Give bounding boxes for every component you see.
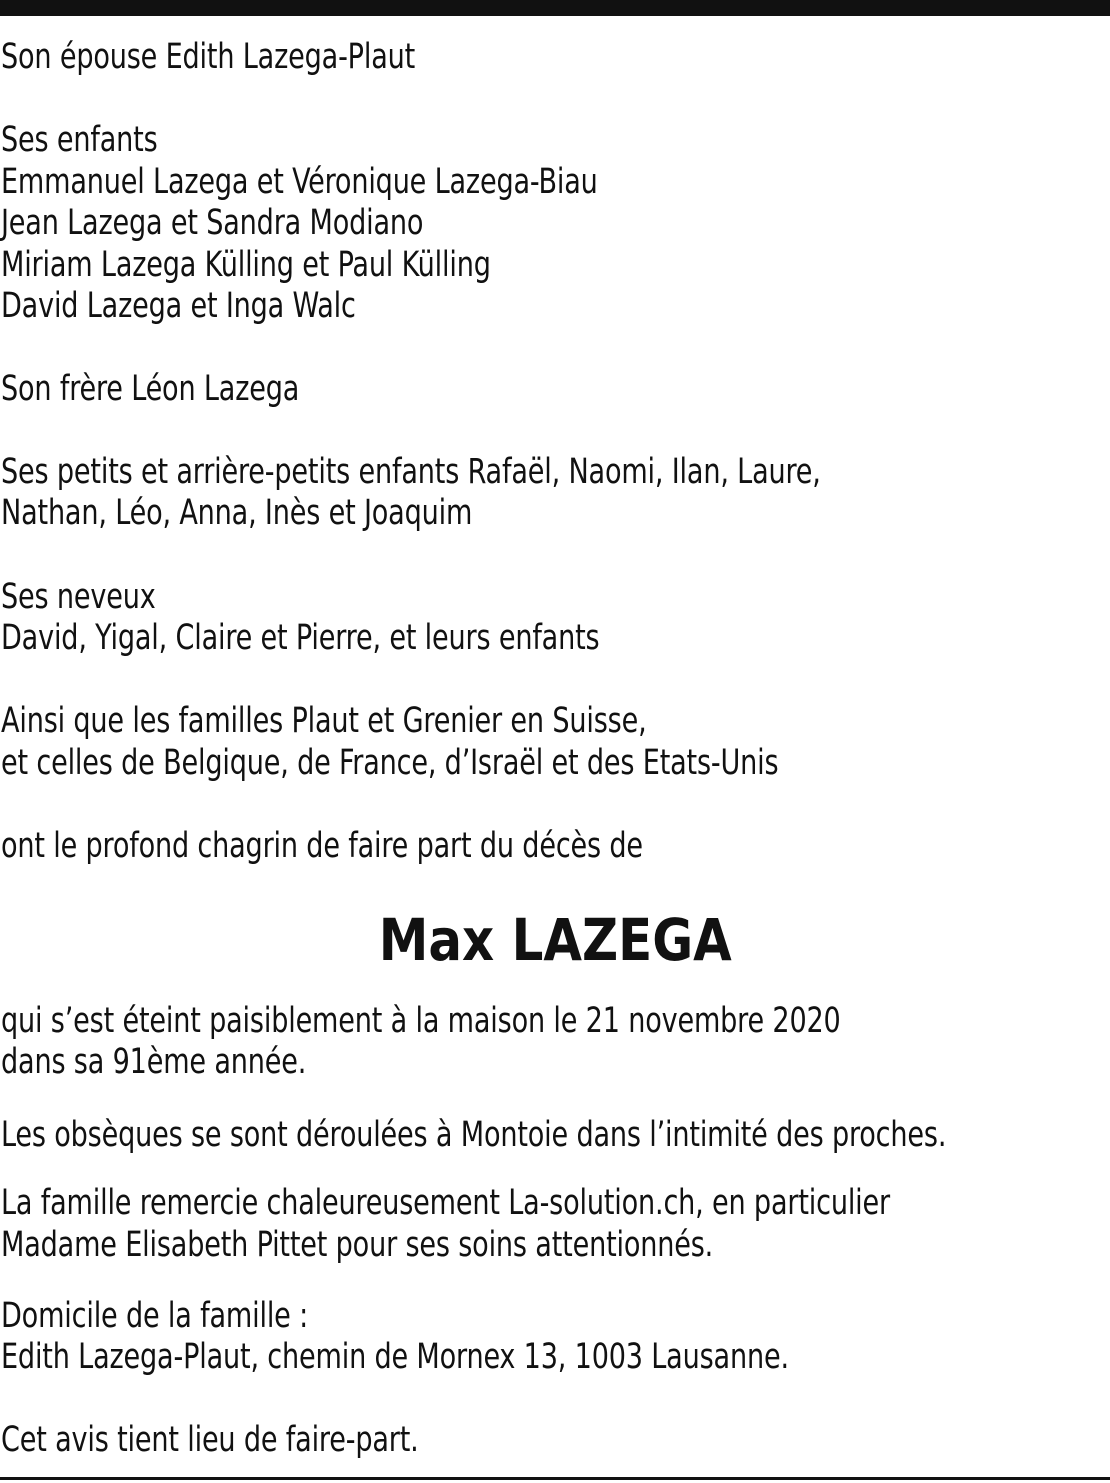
grandchildren-line: Nathan, Léo, Anna, Inès et Joaquim: [1, 493, 473, 533]
deceased-name: [0, 905, 1110, 975]
thanks-line: Madame Elisabeth Pittet pour ses soins attentionnés.: [1, 1225, 714, 1265]
announcement-line: ont le profond chagrin de faire part du décès de: [1, 826, 643, 866]
thanks-line: La famille remercie chaleureusement La-solution.ch, en particulier: [1, 1183, 890, 1223]
children-heading: Ses enfants: [1, 120, 158, 160]
child-line: Emmanuel Lazega et Véronique Lazega-Biau: [1, 162, 598, 202]
domicile-address: Edith Lazega-Plaut, chemin de Mornex 13, 1003 Lausanne.: [1, 1337, 789, 1377]
domicile-heading: Domicile de la famille :: [1, 1296, 309, 1336]
spouse-line: Son épouse Edith Lazega-Plaut: [1, 37, 416, 77]
child-line: David Lazega et Inga Walc: [1, 286, 356, 326]
passing-line: dans sa 91ème année.: [1, 1042, 307, 1082]
closing-line: Cet avis tient lieu de faire-part.: [1, 1420, 419, 1460]
grandchildren-line: Ses petits et arrière-petits enfants Rafaël, Naomi, Ilan, Laure,: [1, 452, 821, 492]
child-line: Miriam Lazega Külling et Paul Külling: [1, 245, 491, 285]
families-line: et celles de Belgique, de France, d’Israël et des Etats-Unis: [1, 743, 779, 783]
passing-line: qui s’est éteint paisiblement à la maison le 21 novembre 2020: [1, 1001, 841, 1041]
nephews-line: David, Yigal, Claire et Pierre, et leurs enfants: [1, 618, 600, 658]
bottom-rule: [0, 1477, 1110, 1480]
child-line: Jean Lazega et Sandra Modiano: [1, 203, 424, 243]
families-line: Ainsi que les familles Plaut et Grenier en Suisse,: [1, 701, 647, 741]
top-rule: [0, 0, 1110, 16]
brother-line: Son frère Léon Lazega: [1, 369, 300, 409]
nephews-heading: Ses neveux: [1, 577, 156, 617]
deceased-name-text: Max LAZEGA: [378, 906, 732, 974]
funeral-line: Les obsèques se sont déroulées à Montoie dans l’intimité des proches.: [1, 1115, 947, 1155]
